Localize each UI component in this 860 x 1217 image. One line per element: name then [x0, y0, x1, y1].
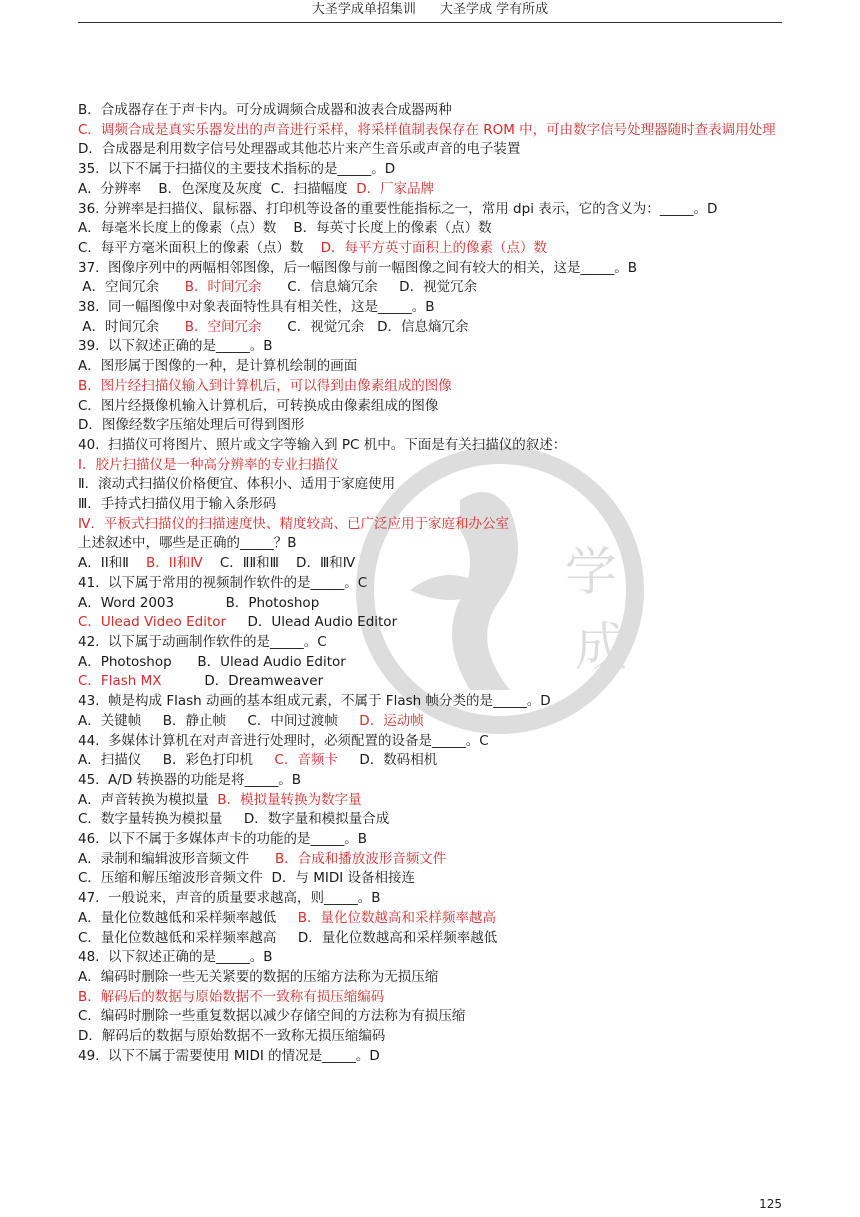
line-text: 46. 以下不属于多媒体声卡的功能的是_____。B: [78, 831, 368, 848]
question-list: [78, 101, 790, 1066]
answer-text: C．音频卡: [274, 752, 338, 769]
line-text: A．量化位数越低和采样频率越低: [78, 909, 298, 926]
text-line: [78, 830, 790, 850]
text-line: [78, 140, 790, 160]
text-line: [78, 929, 790, 949]
line-text: C．每平方毫米面积上的像素（点）数: [78, 239, 321, 256]
text-line: [78, 121, 790, 141]
text-line: [78, 436, 790, 456]
header-right-text: 大圣学成 学有所成: [440, 2, 549, 17]
line-text: C．ⅡⅡ和Ⅲ D．Ⅲ和Ⅳ: [202, 555, 356, 572]
line-text: 44. 多媒体计算机在对声音进行处理时，必须配置的设备是_____。C: [78, 732, 489, 749]
line-text: C．编码时删除一些重复数据以减少存储空间的方法称为有损压缩: [78, 1008, 466, 1025]
answer-text: B．量化位数越高和采样频率越高: [297, 909, 496, 926]
line-text: D．解码后的数据与原始数据不一致称无损压缩编码: [78, 1028, 386, 1045]
text-line: [78, 732, 790, 752]
text-line: [78, 1007, 790, 1027]
line-text: A．扫描仪 B．彩色打印机: [78, 752, 275, 769]
text-line: [78, 1047, 790, 1067]
line-text: D．数码相机: [337, 752, 438, 769]
line-text: 43. 帧是构成 Flash 动画的基本组成元素，不属于 Flash 帧分类的是_____。D: [78, 693, 551, 710]
page-header: [78, 0, 782, 23]
text-line: [78, 633, 790, 653]
answer-text: C．Flash MX: [78, 673, 162, 690]
answer-text: Ⅰ．胶片扫描仪是一种高分辨率的专业扫描仪: [78, 456, 339, 473]
text-line: [78, 554, 790, 574]
line-text: A．ⅠⅠ和Ⅱ: [78, 555, 147, 572]
text-line: [78, 239, 790, 259]
watermark-text-2: 成: [575, 618, 628, 678]
text-line: [78, 751, 790, 771]
text-line: [78, 968, 790, 988]
line-text: 上述叙述中，哪些是正确的_____？B: [78, 535, 297, 552]
text-line: [78, 160, 790, 180]
answer-text: B．图片经扫描仪输入到计算机后，可以得到由像素组成的图像: [78, 377, 452, 394]
page-number: 125: [759, 1197, 782, 1211]
line-text: A．分辨率 B．色深度及灰度 C．扫描幅度: [78, 180, 357, 197]
line-text: C．视觉冗余 D．信息熵冗余: [261, 318, 469, 335]
text-line: [78, 101, 790, 121]
text-line: [78, 475, 790, 495]
line-text: C．量化位数越低和采样频率越高 D．量化位数越高和采样频率越低: [78, 929, 498, 946]
line-text: D．图像经数字压缩处理后可得到图形: [78, 417, 305, 434]
text-line: [78, 948, 790, 968]
line-text: 47. 一般说来，声音的质量要求越高，则_____。B: [78, 890, 381, 907]
answer-text: Ⅳ．平板式扫描仪的扫描速度快、精度较高、已广泛应用于家庭和办公室: [78, 515, 509, 532]
line-text: A．每毫米长度上的像素（点）数 B．每英寸长度上的像素（点）数: [78, 220, 492, 237]
answer-text: B．模拟量转换为数字量: [217, 791, 362, 808]
answer-text: C．Ulead Video Editor: [78, 614, 227, 631]
line-text: A．声音转换为模拟量: [78, 791, 218, 808]
watermark-text-1: 学: [565, 543, 618, 603]
text-line: [78, 357, 790, 377]
text-line: [78, 692, 790, 712]
text-line: [78, 318, 790, 338]
answer-text: D．每平方英寸面积上的像素（点）数: [320, 239, 547, 256]
text-line: [78, 456, 790, 476]
line-text: Ⅱ．滚动式扫描仪价格便宜、体积小、适用于家庭使用: [78, 476, 396, 493]
line-text: A．编码时删除一些无关紧要的数据的压缩方法称为无损压缩: [78, 968, 439, 985]
header-left-text: 大圣学成单招集训: [311, 2, 416, 17]
text-line: [78, 850, 790, 870]
text-line: [78, 653, 790, 673]
line-text: C．压缩和解压缩波形音频文件 D．与 MIDI 设备相接连: [78, 870, 415, 887]
text-line: [78, 377, 790, 397]
line-text: B．合成器存在于声卡内。可分成调频合成器和波表合成器两种: [78, 102, 452, 118]
text-line: [78, 613, 790, 633]
line-text: A．图形属于图像的一种，是计算机绘制的画面: [78, 358, 358, 375]
answer-text: B．时间冗余: [184, 279, 262, 296]
line-text: C．图片经摄像机输入计算机后，可转换成由像素组成的图像: [78, 397, 439, 414]
text-line: [78, 672, 790, 692]
answer-text: B．解码后的数据与原始数据不一致称有损压缩编码: [78, 988, 385, 1005]
text-line: [78, 534, 790, 554]
text-line: [78, 1027, 790, 1047]
line-text: 37. 图像序列中的两幅相邻图像，后一幅图像与前一幅图像之间有较大的相关，这是_____。B: [78, 259, 638, 276]
line-text: A．时间冗余: [78, 318, 185, 335]
line-text: D．合成器是利用数字信号处理器或其他芯片来产生音乐或声音的电子装置: [78, 141, 521, 158]
text-line: [78, 337, 790, 357]
answer-text: B．ⅠⅠ和Ⅳ: [146, 555, 203, 572]
line-text: 45. A/D 转换器的功能是将_____。B: [78, 771, 302, 788]
line-text: 39. 以下叙述正确的是_____。B: [78, 338, 273, 355]
line-text: Ⅲ．手持式扫描仪用于输入条形码: [78, 496, 277, 513]
text-line: [78, 909, 790, 929]
text-line: [78, 791, 790, 811]
text-line: [78, 298, 790, 318]
text-line: [78, 574, 790, 594]
line-text: A．Word 2003 B．Photoshop: [78, 594, 320, 611]
line-text: A．关键帧 B．静止帧 C．中间过渡帧: [78, 712, 360, 729]
line-text: D．Dreamweaver: [161, 673, 324, 690]
text-line: [78, 495, 790, 515]
text-line: [78, 397, 790, 417]
answer-text: D．运动帧: [359, 712, 424, 729]
line-text: A．空间冗余: [78, 279, 185, 296]
text-line: [78, 200, 790, 220]
answer-text: D．厂家品牌: [356, 180, 435, 197]
answer-text: B．空间冗余: [184, 318, 262, 335]
line-text: 36. 分辨率是扫描仪、鼠标器、打印机等设备的重要性能指标之一，常用 dpi 表示，它的含义为：_____。D: [78, 200, 718, 217]
line-text: 38. 同一幅图像中对象表面特性具有相关性，这是_____。B: [78, 299, 435, 316]
line-text: C．信息熵冗余 D．视觉冗余: [261, 279, 478, 296]
line-text: 40. 扫描仪可将图片、照片或文字等输入到 PC 机中。下面是有关扫描仪的叙述：: [78, 436, 567, 453]
text-line: [78, 219, 790, 239]
line-text: 42. 以下属于动画制作软件的是_____。C: [78, 633, 327, 650]
line-text: 35. 以下不属于扫描仪的主要技术指标的是_____。D: [78, 161, 396, 178]
line-text: C．数字量转换为模拟量 D．数字量和模拟量合成: [78, 811, 390, 828]
text-line: [78, 416, 790, 436]
line-text: D．Ulead Audio Editor: [226, 614, 398, 631]
text-line: [78, 869, 790, 889]
line-text: 41. 以下属于常用的视频制作软件的是_____。C: [78, 574, 368, 591]
answer-text: C．调频合成是真实乐器发出的声音进行采样，将采样值制表保存在 ROM 中，可由数字信号处理器随时查表调用处理: [78, 121, 776, 138]
line-text: 49. 以下不属于需要使用 MIDI 的情况是_____。D: [78, 1047, 380, 1064]
text-line: [78, 771, 790, 791]
text-line: [78, 712, 790, 732]
text-line: [78, 278, 790, 298]
answer-text: B．合成和播放波形音频文件: [274, 850, 447, 867]
text-line: [78, 810, 790, 830]
text-line: [78, 988, 790, 1008]
line-text: A．录制和编辑波形音频文件: [78, 850, 275, 867]
text-line: [78, 889, 790, 909]
line-text: A．Photoshop B．Ulead Audio Editor: [78, 653, 346, 670]
text-line: [78, 594, 790, 614]
text-line: [78, 180, 790, 200]
text-line: [78, 515, 790, 535]
text-line: [78, 259, 790, 279]
line-text: 48. 以下叙述正确的是_____。B: [78, 949, 273, 966]
